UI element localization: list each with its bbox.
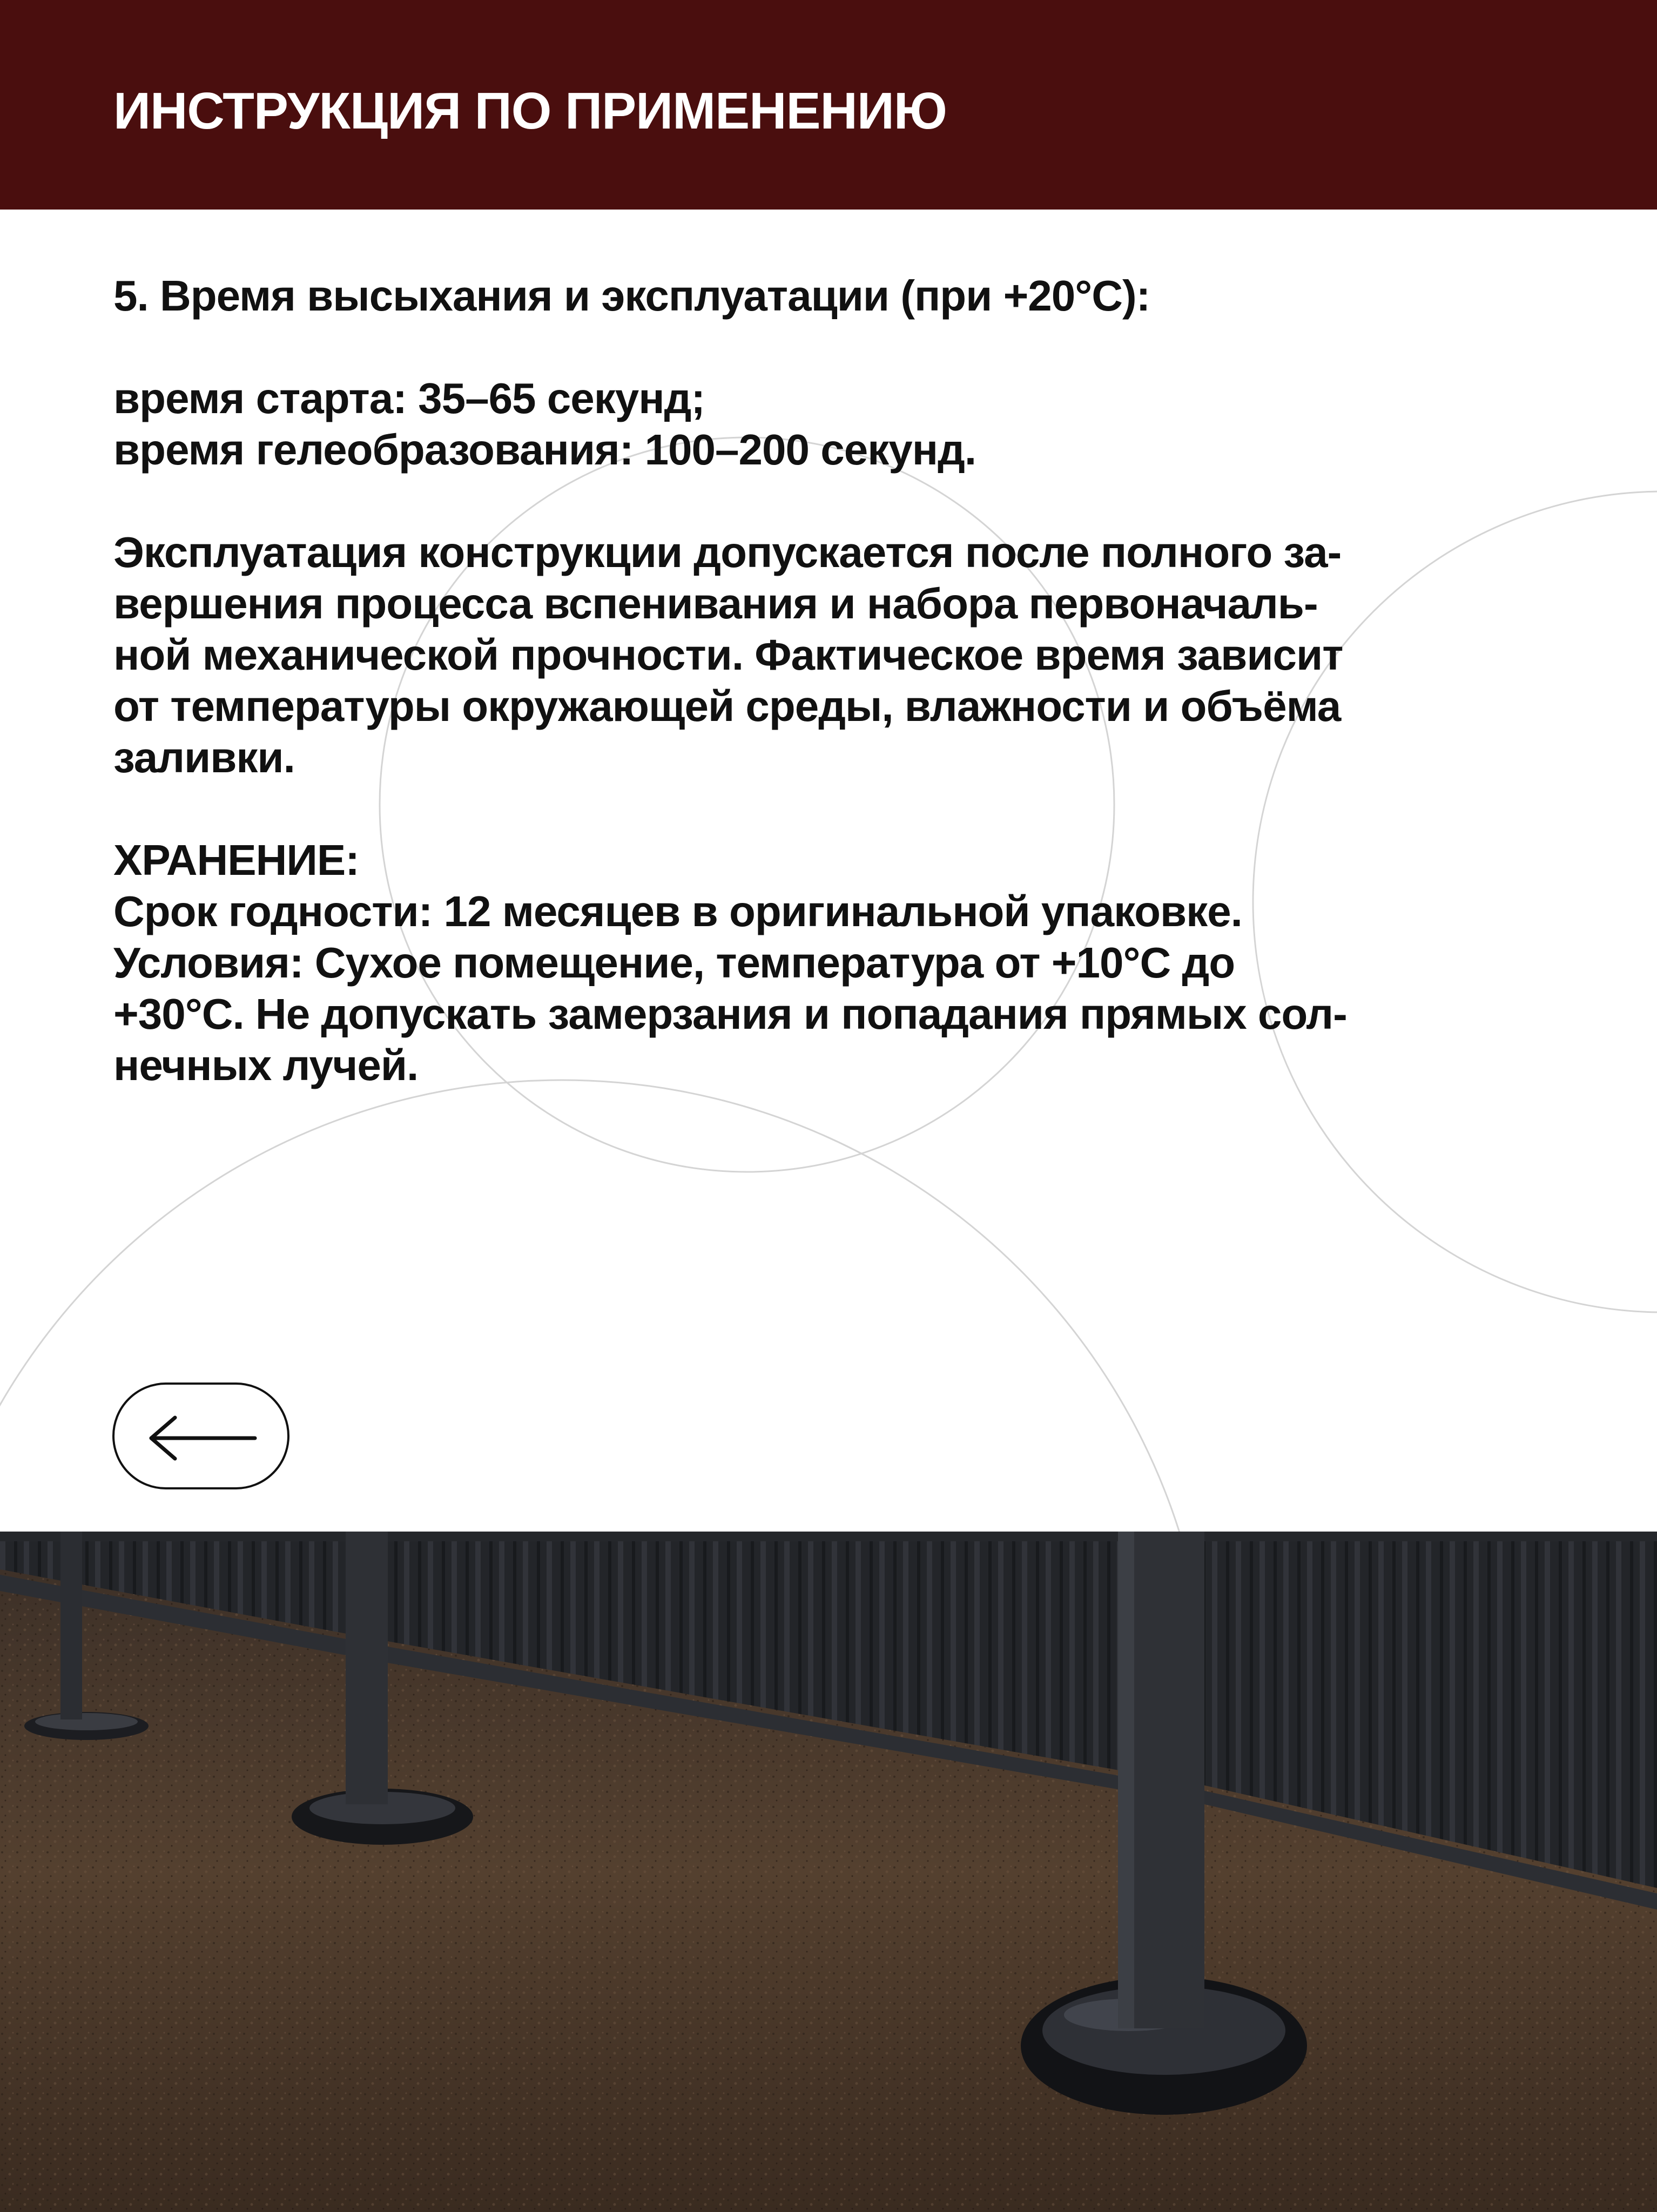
operation-text-line: вершения процесса вспенивания и набора первоначаль- <box>113 579 1318 628</box>
arrow-left-icon <box>147 1414 259 1462</box>
storage-text-line: нечных лучей. <box>113 1041 419 1089</box>
back-button[interactable] <box>112 1382 289 1489</box>
start-time-text: время старта: 35–65 секунд; <box>113 374 705 422</box>
storage-heading: ХРАНЕНИЕ: <box>113 836 359 884</box>
storage-text-line: +30°С. Не допускать замерзания и попадания прямых сол- <box>113 990 1347 1038</box>
instruction-content <box>113 270 1572 1091</box>
section-heading: 5. Время высыхания и эксплуатации (при +20°С): <box>113 272 1150 320</box>
page-title: ИНСТРУКЦИЯ ПО ПРИМЕНЕНИЮ <box>113 82 947 140</box>
fence-posts-on-soil-photo <box>0 1532 1657 2212</box>
storage-text-line: Условия: Сухое помещение, температура от +10°С до <box>113 939 1235 987</box>
operation-text-line: от температуры окружающей среды, влажности и объёма <box>113 682 1341 730</box>
gel-time-text: время гелеобразования: 100–200 секунд. <box>113 426 976 474</box>
operation-text-line: заливки. <box>113 733 295 781</box>
operation-text-line: ной механической прочности. Фактическое время зависит <box>113 631 1343 679</box>
storage-text-line: Срок годности: 12 месяцев в оригинальной упаковке. <box>113 887 1242 935</box>
operation-text-line: Эксплуатация конструкции допускается после полного за- <box>113 528 1342 576</box>
